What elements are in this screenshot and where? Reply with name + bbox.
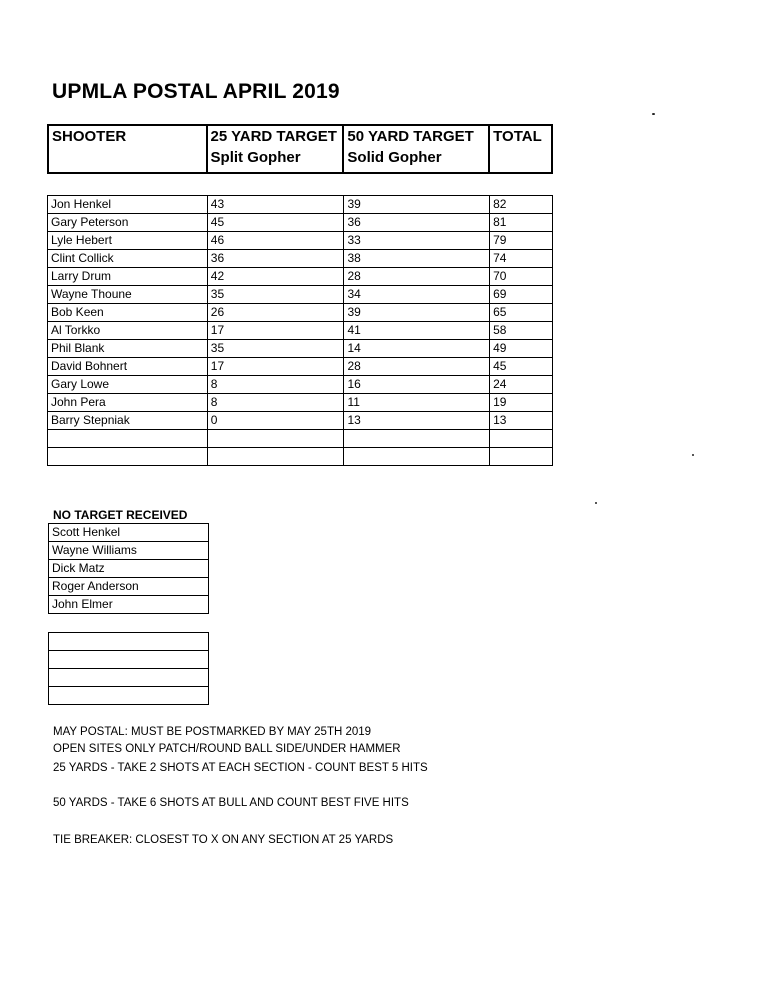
table-row: [48, 214, 553, 232]
score-25-cell: 35: [207, 286, 344, 304]
blank-cell: [49, 669, 209, 687]
score-25-cell: 42: [207, 268, 344, 286]
score-25-cell: 35: [207, 340, 344, 358]
note-open-sites: OPEN SITES ONLY PATCH/ROUND BALL SIDE/UNDER HAMMER: [53, 743, 401, 755]
list-item: [49, 524, 209, 542]
score-25-cell: 8: [207, 394, 344, 412]
total-cell: 13: [490, 412, 553, 430]
list-item: [49, 560, 209, 578]
table-row: [48, 286, 553, 304]
total-cell: 69: [490, 286, 553, 304]
note-25-yards: 25 YARDS - TAKE 2 SHOTS AT EACH SECTION - COUNT BEST 5 HITS: [53, 762, 428, 774]
blank-cell: [49, 687, 209, 705]
header-25-yard: 25 YARD TARGET Split Gopher: [207, 125, 344, 173]
header-total: TOTAL: [489, 125, 552, 173]
score-50-cell: 14: [344, 340, 490, 358]
score-25-cell: 26: [207, 304, 344, 322]
shooter-name-cell: Lyle Hebert: [48, 232, 208, 250]
list-item: [49, 542, 209, 560]
shooter-name-cell: Wayne Thoune: [48, 286, 208, 304]
table-row: [48, 340, 553, 358]
total-cell: 70: [490, 268, 553, 286]
score-50-cell: 39: [344, 304, 490, 322]
scan-speck: [652, 113, 655, 115]
note-50-yards: 50 YARDS - TAKE 6 SHOTS AT BULL AND COUNT BEST FIVE HITS: [53, 797, 409, 809]
shooter-name-cell: Phil Blank: [48, 340, 208, 358]
shooter-name-cell: Clint Collick: [48, 250, 208, 268]
table-row: [48, 358, 553, 376]
table-row: [48, 304, 553, 322]
score-50-cell: 28: [344, 268, 490, 286]
header-shooter: SHOOTER: [48, 125, 207, 173]
scores-table: [47, 195, 553, 466]
shooter-name-cell: David Bohnert: [48, 358, 208, 376]
blank-cell: [49, 651, 209, 669]
scan-speck: [595, 502, 597, 504]
total-cell: 24: [490, 376, 553, 394]
list-item: [49, 578, 209, 596]
score-25-cell: 43: [207, 196, 344, 214]
score-25-cell: 17: [207, 322, 344, 340]
no-target-name: John Elmer: [49, 596, 209, 614]
total-cell: [490, 448, 553, 466]
no-target-name: Roger Anderson: [49, 578, 209, 596]
score-50-cell: 33: [344, 232, 490, 250]
shooter-name-cell: Gary Peterson: [48, 214, 208, 232]
score-50-cell: 34: [344, 286, 490, 304]
score-25-cell: 17: [207, 358, 344, 376]
shooter-name-cell: Gary Lowe: [48, 376, 208, 394]
no-target-table: [48, 523, 209, 614]
total-cell: [490, 430, 553, 448]
score-50-cell: 11: [344, 394, 490, 412]
no-target-name: Wayne Williams: [49, 542, 209, 560]
shooter-name-cell: Barry Stepniak: [48, 412, 208, 430]
header-50-yard: 50 YARD TARGET Solid Gopher: [343, 125, 489, 173]
table-row: [48, 448, 553, 466]
score-50-cell: [344, 448, 490, 466]
shooter-name-cell: [48, 448, 208, 466]
document-title: UPMLA POSTAL APRIL 2019: [52, 80, 340, 103]
score-25-cell: 45: [207, 214, 344, 232]
table-row: [48, 322, 553, 340]
total-cell: 19: [490, 394, 553, 412]
total-cell: 79: [490, 232, 553, 250]
score-50-cell: 36: [344, 214, 490, 232]
score-25-cell: [207, 448, 344, 466]
table-row: [48, 232, 553, 250]
score-25-cell: [207, 430, 344, 448]
header-table: [47, 124, 553, 174]
table-row: [48, 376, 553, 394]
total-cell: 65: [490, 304, 553, 322]
no-target-name: Scott Henkel: [49, 524, 209, 542]
score-50-cell: 13: [344, 412, 490, 430]
shooter-name-cell: John Pera: [48, 394, 208, 412]
total-cell: 81: [490, 214, 553, 232]
list-item: [49, 596, 209, 614]
score-25-cell: 46: [207, 232, 344, 250]
note-tie-breaker: TIE BREAKER: CLOSEST TO X ON ANY SECTION AT 25 YARDS: [53, 834, 394, 846]
table-row: [48, 196, 553, 214]
score-25-cell: 8: [207, 376, 344, 394]
shooter-name-cell: Larry Drum: [48, 268, 208, 286]
no-target-name: Dick Matz: [49, 560, 209, 578]
note-may-postal: MAY POSTAL: MUST BE POSTMARKED BY MAY 25TH 2019: [53, 726, 372, 738]
score-50-cell: 28: [344, 358, 490, 376]
no-target-title: NO TARGET RECEIVED: [53, 508, 188, 522]
blank-table: [48, 632, 209, 705]
score-50-cell: 39: [344, 196, 490, 214]
score-25-cell: 0: [207, 412, 344, 430]
shooter-name-cell: Bob Keen: [48, 304, 208, 322]
table-row: [48, 430, 553, 448]
table-row: [48, 412, 553, 430]
table-row: [48, 250, 553, 268]
total-cell: 74: [490, 250, 553, 268]
total-cell: 58: [490, 322, 553, 340]
score-50-cell: 16: [344, 376, 490, 394]
score-50-cell: 38: [344, 250, 490, 268]
total-cell: 82: [490, 196, 553, 214]
total-cell: 45: [490, 358, 553, 376]
score-50-cell: [344, 430, 490, 448]
scan-speck: [692, 454, 694, 456]
shooter-name-cell: Al Torkko: [48, 322, 208, 340]
shooter-name-cell: [48, 430, 208, 448]
score-25-cell: 36: [207, 250, 344, 268]
blank-cell: [49, 633, 209, 651]
total-cell: 49: [490, 340, 553, 358]
table-row: [48, 394, 553, 412]
table-row: [48, 268, 553, 286]
shooter-name-cell: Jon Henkel: [48, 196, 208, 214]
score-50-cell: 41: [344, 322, 490, 340]
